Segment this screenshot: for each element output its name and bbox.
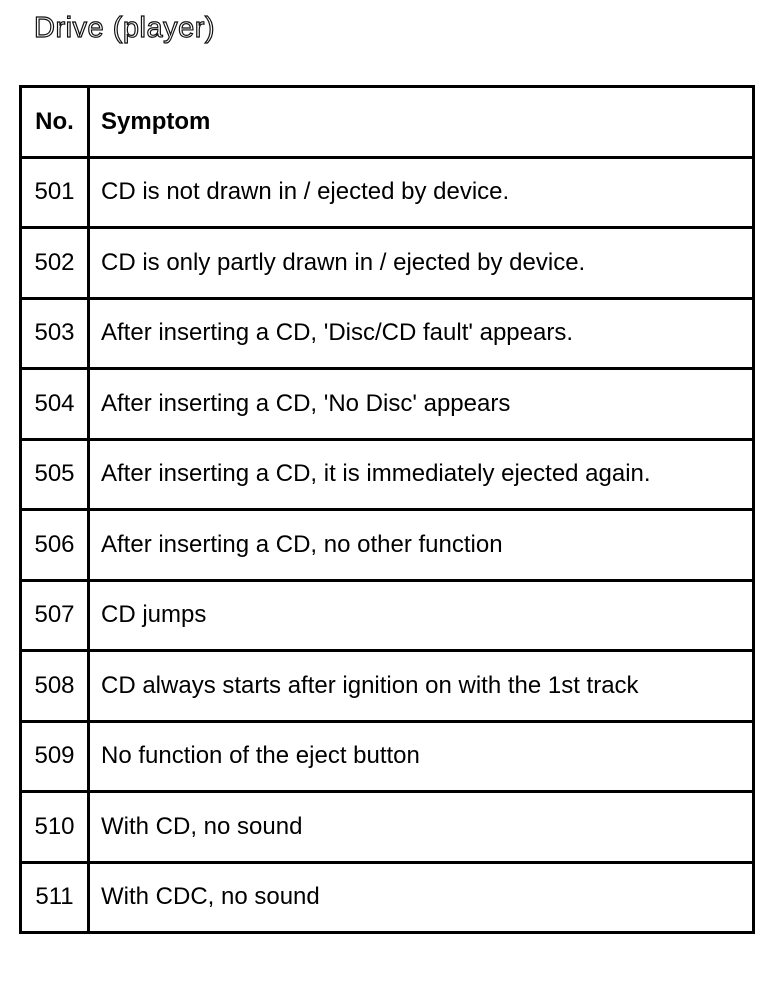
table-row: [21, 228, 754, 299]
row-number: 505: [21, 439, 89, 510]
row-symptom: No function of the eject button: [89, 721, 754, 792]
row-symptom: With CD, no sound: [89, 792, 754, 863]
row-symptom: After inserting a CD, it is immediately ejected again.: [89, 439, 754, 510]
table-row: [21, 157, 754, 228]
row-number: 503: [21, 298, 89, 369]
row-symptom: With CDC, no sound: [89, 862, 754, 933]
row-symptom: CD always starts after ignition on with the 1st track: [89, 651, 754, 722]
row-symptom: After inserting a CD, 'No Disc' appears: [89, 369, 754, 440]
table-row: [21, 369, 754, 440]
row-number: 508: [21, 651, 89, 722]
table-header-row: [21, 87, 754, 158]
table-row: [21, 651, 754, 722]
table-row: [21, 439, 754, 510]
header-number: No.: [21, 87, 89, 158]
table-row: [21, 721, 754, 792]
header-symptom: Symptom: [89, 87, 754, 158]
table-row: [21, 862, 754, 933]
row-number: 509: [21, 721, 89, 792]
table-row: [21, 792, 754, 863]
table-row: [21, 298, 754, 369]
row-number: 511: [21, 862, 89, 933]
row-number: 504: [21, 369, 89, 440]
row-number: 510: [21, 792, 89, 863]
page-title: Drive (player): [34, 12, 216, 44]
row-symptom: CD jumps: [89, 580, 754, 651]
row-number: 506: [21, 510, 89, 581]
row-symptom: After inserting a CD, 'Disc/CD fault' appears.: [89, 298, 754, 369]
row-symptom: CD is only partly drawn in / ejected by device.: [89, 228, 754, 299]
symptom-table: [19, 85, 755, 934]
table-row: [21, 510, 754, 581]
row-symptom: After inserting a CD, no other function: [89, 510, 754, 581]
row-number: 502: [21, 228, 89, 299]
row-number: 501: [21, 157, 89, 228]
row-number: 507: [21, 580, 89, 651]
table-row: [21, 580, 754, 651]
row-symptom: CD is not drawn in / ejected by device.: [89, 157, 754, 228]
